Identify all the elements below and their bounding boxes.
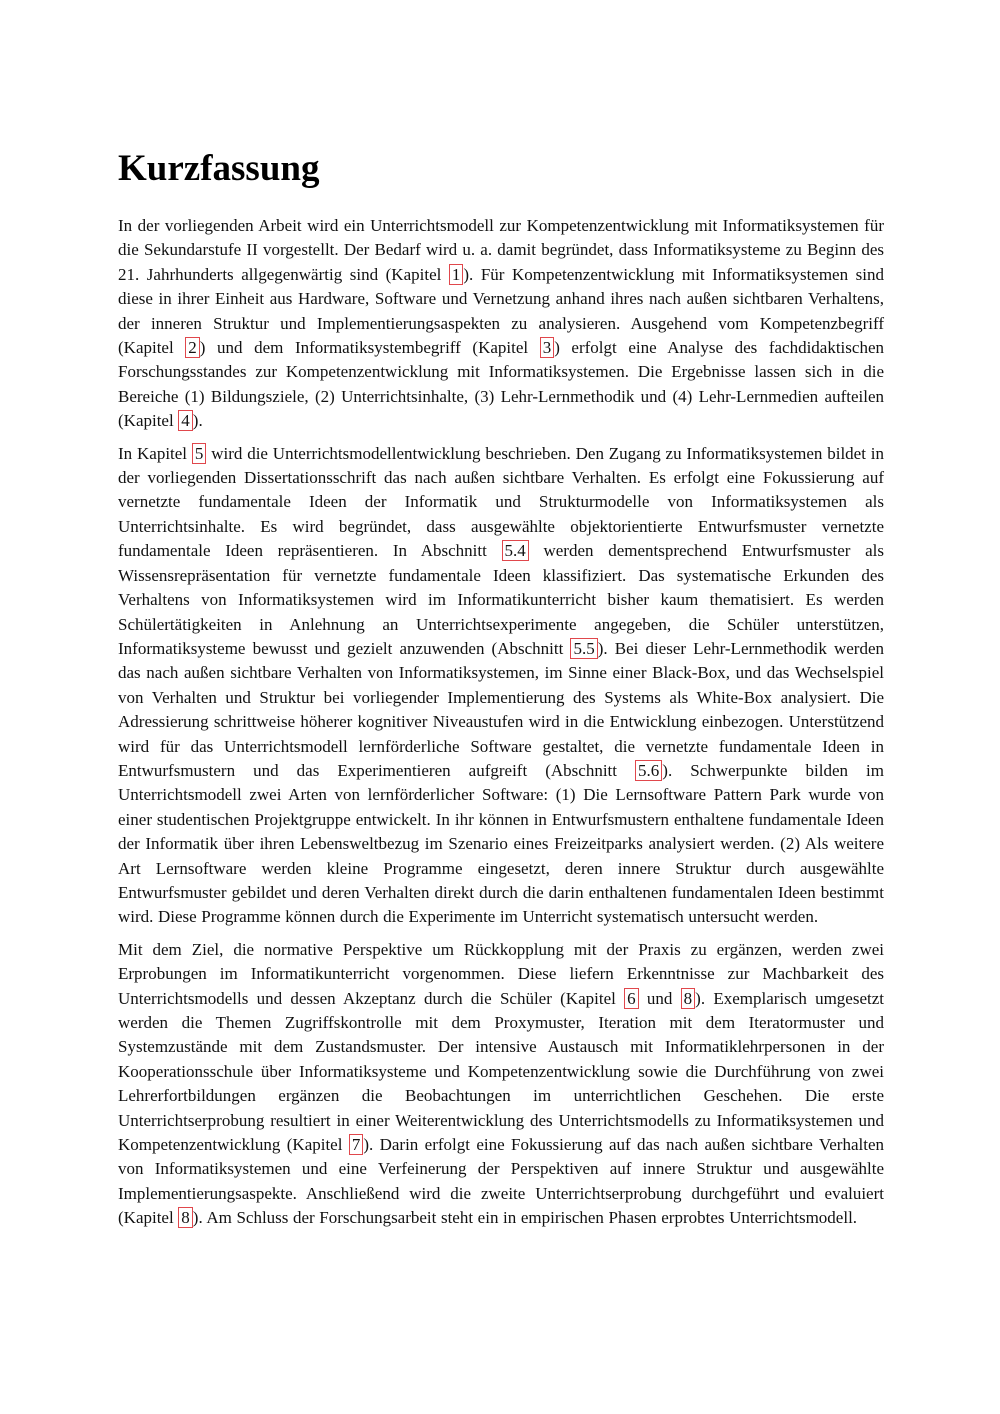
chapter-ref-link[interactable]: 4 bbox=[178, 410, 193, 431]
paragraph-text: ) und dem Informatiksystembegriff (Kapitel bbox=[199, 338, 540, 358]
paragraph-text: ). bbox=[192, 411, 203, 431]
paragraph-text: In Kapitel bbox=[118, 443, 192, 463]
chapter-ref-link[interactable]: 1 bbox=[449, 264, 464, 285]
paragraph bbox=[118, 938, 884, 1231]
chapter-ref-link[interactable]: 8 bbox=[681, 988, 696, 1009]
chapter-ref-link[interactable]: 6 bbox=[624, 988, 639, 1009]
chapter-ref-link[interactable]: 5.5 bbox=[570, 638, 597, 659]
chapter-ref-link[interactable]: 2 bbox=[185, 337, 200, 358]
paragraph-text: ). Darin erfolgt eine Fokussierung auf das nach außen sichtbare Verhalten von Informatiksystemen und eine Verfeinerung der Perspektiven auf innere Struktur und ausgewählte Implementierungsaspekte. Anschließend wird die zweite Unterrichtserprobung durchgeführt und evaluiert (Kapitel bbox=[118, 1135, 884, 1228]
chapter-ref-link[interactable]: 3 bbox=[540, 337, 555, 358]
chapter-ref-link[interactable]: 5.6 bbox=[635, 760, 662, 781]
chapter-ref-link[interactable]: 5.4 bbox=[502, 540, 529, 561]
paragraph-text: ). Für Kompetenzentwicklung mit Informatiksystemen sind diese in ihrer Einheit aus Hardware, Software und Vernetzung anhand ihres nach außen sichtbaren Verhaltens, der inneren Struktur und Implementierungsaspekten zu analysieren. Ausgehend vom Kompetenzbegriff (Kapitel bbox=[118, 264, 884, 358]
paragraph-text: In der vorliegenden Arbeit wird ein Unterrichtsmodell zur Kompetenzentwicklung mit Informatiksystemen für die Sekundarstufe II vorgestellt. Der Bedarf wird u. a. damit begründet, dass Informatiksysteme zu Beginn des 21. Jahrhunderts allgegenwärtig sind (Kapitel bbox=[118, 216, 884, 284]
paragraph-text: werden dementsprechend Entwurfsmuster als Wissensrepräsentation für vernetzte fundamentale Ideen klassifiziert. Das systematische Erkunden des Verhaltens von Informatiksystemen wird im Informatikunterricht bisher kaum thematisiert. Es werden Schülertätigkeiten in Anlehnung an Unterrichtsexperimente angegeben, die Schüler unterstützen, Informatiksysteme bewusst und gezielt anzuwenden (Abschnitt bbox=[118, 541, 884, 658]
paragraph-text: ). Bei dieser Lehr-Lernmethodik werden das nach außen sichtbare Verhalten von Informatiksystemen, im Sinne einer Black-Box, und das Wechselspiel von Verhalten und Struktur bei vorliegender Implementierung des Systems als White-Box analysiert. Die Adressierung schrittweise höherer kognitiver Niveaustufen wird in die Entwicklung einbezogen. Unterstützend wird für das Unterrichtsmodell lernförderliche Software gestaltet, die vernetzte fundamentale Ideen in Entwurfsmustern und das Experimentieren aufgreift (Abschnitt bbox=[118, 638, 884, 780]
paragraph-text: ). Am Schluss der Forschungsarbeit steht ein in empirischen Phasen erprobtes Unterrichtsmodell. bbox=[192, 1208, 858, 1228]
chapter-ref-link[interactable]: 7 bbox=[349, 1134, 364, 1155]
page-content bbox=[118, 150, 884, 1239]
page-title: Kurzfassung bbox=[118, 148, 320, 189]
paragraph-text: und bbox=[638, 988, 681, 1008]
paragraph-text: ). Exemplarisch umgesetzt werden die Themen Zugriffskontrolle mit dem Proxymuster, Iteration mit dem Iteratormuster und Systemzustände mit dem Zustandsmuster. Der intensive Austausch mit Informatiklehrpersonen in der Kooperationsschule über Informatiksysteme und Kompetenzentwicklung sowie die Durchführung von zwei Lehrerfortbildungen ergänzen die Beobachtungen im unterrichtlichen Geschehen. Die erste Unterrichtserprobung resultiert in einer Weiterentwicklung des Unterrichtsmodells zu Informatiksystemen und Kompetenzentwicklung (Kapitel bbox=[118, 988, 885, 1155]
paragraph-text: wird die Unterrichtsmodellentwicklung beschrieben. Den Zugang zu Informatiksystemen bildet in der vorliegenden Dissertationsschrift das nach außen sichtbare Verhalten. Es erfolgt eine Fokussierung auf vernetzte fundamentale Ideen der Informatik und Strukturmodelle von Informatiksystemen als Unterrichtsinhalte. Es wird begründet, dass ausgewählte objektorientierte Entwurfsmuster vernetzte fundamentale Ideen repräsentieren. In Abschnitt bbox=[118, 443, 884, 561]
chapter-ref-link[interactable]: 5 bbox=[192, 443, 207, 464]
chapter-ref-link[interactable]: 8 bbox=[178, 1207, 193, 1228]
abstract-body bbox=[118, 214, 884, 1231]
paragraph bbox=[118, 214, 884, 434]
paragraph-text: ) erfolgt eine Analyse des fachdidaktischen Forschungsstandes zur Kompetenzentwicklung mit Informatiksystemen. Die Ergebnisse lassen sich in die Bereiche (1) Bildungsziele, (2) Unterrichtsinhalte, (3) Lehr-Lernmethodik und (4) Lehr-Lernmedien aufteilen (Kapitel bbox=[118, 338, 884, 431]
paragraph-text: ). Schwerpunkte bilden im Unterrichtsmodell zwei Arten von lernförderlicher Software: (1) Die Lernsoftware Pattern Park wurde von einer studentischen Projektgruppe entwickelt. In ihr können in Entwurfsmustern enthaltene fundamentale Ideen der Informatik über ihren Lebensweltbezug im Szenario eines Freizeitparks analysiert werden. (2) Als weitere Art Lernsoftware werden kleine Programme eingesetzt, deren innere Struktur durch ausgewählte Entwurfsmuster gebildet und deren Verhalten direkt durch die darin enthaltenen fundamentalen Ideen bestimmt wird. Diese Programme können durch die Experimente im Unterricht systematisch untersucht werden. bbox=[118, 760, 884, 927]
paragraph bbox=[118, 442, 884, 930]
paragraph-text: Mit dem Ziel, die normative Perspektive um Rückkopplung mit der Praxis zu ergänzen, werden zwei Erprobungen im Informatikunterricht vorgenommen. Diese liefern Erkenntnisse zur Machbarkeit des Unterrichtsmodells und dessen Akzeptanz durch die Schüler (Kapitel bbox=[118, 939, 884, 1008]
